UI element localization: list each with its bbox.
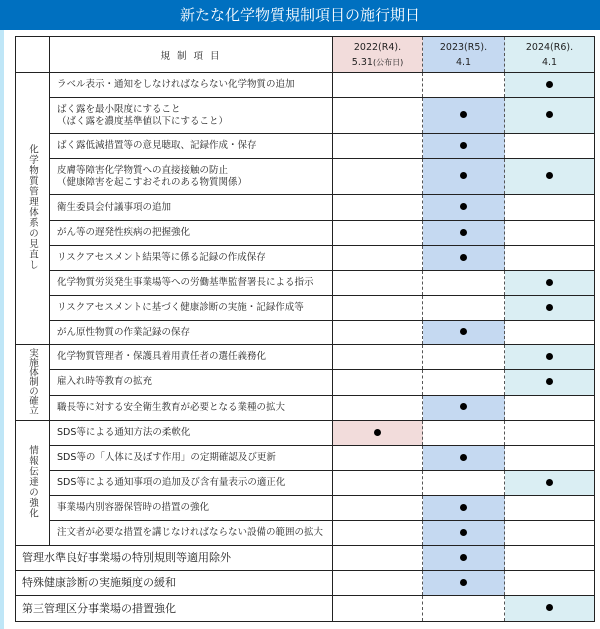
table-row xyxy=(16,471,595,496)
table-row xyxy=(16,496,595,521)
date-cell xyxy=(333,246,423,271)
table-row xyxy=(16,596,595,622)
applies-dot-icon xyxy=(546,604,553,611)
regulation-text: 事業場内別容器保管時の措置の強化 xyxy=(57,502,210,513)
date-cell xyxy=(333,296,423,321)
regulation-item xyxy=(16,596,333,622)
applies-dot-icon xyxy=(460,172,467,179)
date-cell xyxy=(505,221,595,246)
date-line2: 5.31 xyxy=(351,56,373,68)
date-line1: 2023(R5). xyxy=(439,41,488,53)
date-cell xyxy=(505,571,595,596)
date-cell xyxy=(423,546,505,571)
table-row xyxy=(16,370,595,395)
date-cell xyxy=(423,296,505,321)
date-cell xyxy=(505,521,595,546)
regulation-subtext: （健康障害を起こすおそれのある物質関係） xyxy=(57,176,248,188)
date-cell xyxy=(333,370,423,395)
regulation-item xyxy=(50,370,333,395)
date-cell xyxy=(333,546,423,571)
date-cell xyxy=(333,73,423,98)
table-row xyxy=(16,195,595,221)
applies-dot-icon xyxy=(460,529,467,536)
table-row xyxy=(16,134,595,159)
date-line1: 2024(R6). xyxy=(525,41,574,53)
table-row xyxy=(16,421,595,446)
header-item-label: 規 制 項 目 xyxy=(50,37,333,73)
applies-dot-icon xyxy=(546,378,553,385)
date-line1: 2022(R4). xyxy=(353,41,402,53)
table-row xyxy=(16,159,595,195)
regulation-item xyxy=(50,195,333,221)
regulation-text: 管理水準良好事業場の特別規則等適用除外 xyxy=(22,551,231,564)
applies-dot-icon xyxy=(460,328,467,335)
date-cell xyxy=(505,446,595,471)
regulation-item xyxy=(50,521,333,546)
date-cell xyxy=(333,421,423,446)
regulation-item xyxy=(50,221,333,246)
date-cell xyxy=(505,370,595,395)
applies-dot-icon xyxy=(460,254,467,261)
regulation-item xyxy=(50,271,333,296)
applies-dot-icon xyxy=(460,403,467,410)
date-cell xyxy=(505,471,595,496)
regulation-item xyxy=(50,471,333,496)
regulation-item xyxy=(50,134,333,159)
regulation-text: 化学物質労災発生事業場等への労働基準監督署長による指示 xyxy=(57,277,314,288)
applies-dot-icon xyxy=(546,353,553,360)
regulation-text: 化学物質管理者・保護具着用責任者の選任義務化 xyxy=(57,351,267,363)
date-cell xyxy=(505,596,595,622)
regulation-item xyxy=(50,345,333,370)
table-row xyxy=(16,73,595,98)
date-cell xyxy=(423,421,505,446)
regulation-text: 特殊健康診断の実施頻度の緩和 xyxy=(22,576,176,589)
table-row xyxy=(16,98,595,134)
table-row xyxy=(16,521,595,546)
date-cell xyxy=(333,159,423,195)
date-cell xyxy=(423,246,505,271)
applies-dot-icon xyxy=(546,172,553,179)
regulation-text: がん等の遅発性疾病の把握強化 xyxy=(57,227,191,238)
date-cell xyxy=(333,271,423,296)
date-cell xyxy=(505,321,595,345)
regulation-item xyxy=(50,321,333,345)
date-cell xyxy=(333,321,423,345)
regulation-item xyxy=(16,571,333,596)
date-cell xyxy=(505,246,595,271)
regulation-text: リスクアセスメント結果等に係る記録の作成保存 xyxy=(57,252,266,263)
regulation-text: がん原性物質の作業記録の保存 xyxy=(57,326,191,338)
table-row xyxy=(16,321,595,345)
applies-dot-icon xyxy=(460,554,467,561)
date-cell xyxy=(423,321,505,345)
regulation-text: ばく露低減措置等の意見聴取、記録作成・保存 xyxy=(57,140,257,151)
regulation-text: 雇入れ時等教育の拡充 xyxy=(57,376,153,388)
header-date-2024 xyxy=(505,37,595,73)
date-cell xyxy=(423,496,505,521)
category-text: 実施体制の確立 xyxy=(27,347,38,415)
regulation-item xyxy=(16,546,333,571)
regulation-item xyxy=(50,73,333,98)
regulation-text: SDS等の「人体に及ぼす作用」の定期確認及び更新 xyxy=(57,452,276,463)
header-date-2022 xyxy=(333,37,423,73)
date-cell xyxy=(423,134,505,159)
date-cell xyxy=(423,73,505,98)
date-cell xyxy=(423,446,505,471)
date-cell xyxy=(505,271,595,296)
date-cell xyxy=(505,395,595,420)
date-cell xyxy=(505,195,595,221)
date-cell xyxy=(423,159,505,195)
table-row xyxy=(16,296,595,321)
regulation-text: ラベル表示・通知をしなければならない化学物質の追加 xyxy=(57,79,295,90)
date-cell xyxy=(333,471,423,496)
category-label xyxy=(16,421,50,546)
date-cell xyxy=(505,98,595,134)
category-text: 化学物質管理体系の見直し xyxy=(27,144,38,270)
applies-dot-icon xyxy=(460,454,467,461)
date-cell xyxy=(423,571,505,596)
category-label xyxy=(16,73,50,345)
date-cell xyxy=(333,395,423,420)
regulation-item xyxy=(50,296,333,321)
date-cell xyxy=(423,596,505,622)
date-cell xyxy=(333,134,423,159)
date-line2: 4.1 xyxy=(455,56,472,68)
date-cell xyxy=(423,345,505,370)
date-line2: 4.1 xyxy=(541,56,558,68)
date-cell xyxy=(505,345,595,370)
regulation-item xyxy=(50,446,333,471)
date-note: (公布日) xyxy=(372,57,404,67)
date-cell xyxy=(423,195,505,221)
date-cell xyxy=(333,446,423,471)
date-cell xyxy=(505,73,595,98)
page-title: 新たな化学物質規制項目の施行期日 xyxy=(0,0,600,30)
regulation-text: 職長等に対する安全衛生教育が必要となる業種の拡大 xyxy=(57,401,286,413)
date-cell xyxy=(505,546,595,571)
regulation-item xyxy=(50,395,333,420)
date-cell xyxy=(423,370,505,395)
table-row xyxy=(16,221,595,246)
regulation-item xyxy=(50,159,333,195)
applies-dot-icon xyxy=(460,229,467,236)
schedule-table xyxy=(15,36,595,622)
table-row xyxy=(16,446,595,471)
date-cell xyxy=(423,395,505,420)
applies-dot-icon xyxy=(460,504,467,511)
date-cell xyxy=(505,296,595,321)
date-cell xyxy=(423,521,505,546)
date-cell xyxy=(423,221,505,246)
date-cell xyxy=(505,159,595,195)
applies-dot-icon xyxy=(546,304,553,311)
regulation-text: SDS等による通知事項の追加及び含有量表示の適正化 xyxy=(57,477,286,488)
regulation-text: SDS等による通知方法の柔軟化 xyxy=(57,427,191,438)
regulation-text: ばく露を最小限度にすること xyxy=(57,103,181,115)
date-cell xyxy=(505,496,595,521)
regulation-item xyxy=(50,421,333,446)
date-cell xyxy=(333,571,423,596)
date-cell xyxy=(423,98,505,134)
date-cell xyxy=(505,421,595,446)
regulation-text: 第三管理区分事業場の措置強化 xyxy=(22,601,176,615)
applies-dot-icon xyxy=(460,111,467,118)
left-accent-strip xyxy=(0,30,4,629)
regulation-text: 皮膚等障害化学物質への直接接触の防止 xyxy=(57,164,229,176)
applies-dot-icon xyxy=(546,279,553,286)
date-cell xyxy=(423,271,505,296)
applies-dot-icon xyxy=(460,203,467,210)
table-row xyxy=(16,571,595,596)
date-cell xyxy=(505,134,595,159)
applies-dot-icon xyxy=(546,479,553,486)
category-text: 情報伝達の強化 xyxy=(27,444,38,519)
table-row xyxy=(16,395,595,420)
header-category-cell xyxy=(16,37,50,73)
header-date-2023 xyxy=(423,37,505,73)
applies-dot-icon xyxy=(460,579,467,586)
date-cell xyxy=(333,98,423,134)
table-row xyxy=(16,546,595,571)
regulation-subtext: （ばく露を濃度基準値以下にすること） xyxy=(57,115,229,127)
regulation-text: リスクアセスメントに基づく健康診断の実施・記録作成等 xyxy=(57,302,304,313)
regulation-text: 注文者が必要な措置を講じなければならない設備の範囲の拡大 xyxy=(57,527,324,538)
category-label xyxy=(16,345,50,421)
date-cell xyxy=(333,195,423,221)
applies-dot-icon xyxy=(546,81,553,88)
regulation-item xyxy=(50,246,333,271)
date-cell xyxy=(333,345,423,370)
regulation-item xyxy=(50,98,333,134)
applies-dot-icon xyxy=(546,111,553,118)
regulation-item xyxy=(50,496,333,521)
regulation-text: 衛生委員会付議事項の追加 xyxy=(57,201,172,213)
date-cell xyxy=(333,221,423,246)
table-row xyxy=(16,271,595,296)
applies-dot-icon xyxy=(374,429,381,436)
date-cell xyxy=(333,521,423,546)
header-row xyxy=(16,37,595,73)
date-cell xyxy=(333,596,423,622)
date-cell xyxy=(423,471,505,496)
date-cell xyxy=(333,496,423,521)
applies-dot-icon xyxy=(460,142,467,149)
table-row xyxy=(16,246,595,271)
table-row xyxy=(16,345,595,370)
